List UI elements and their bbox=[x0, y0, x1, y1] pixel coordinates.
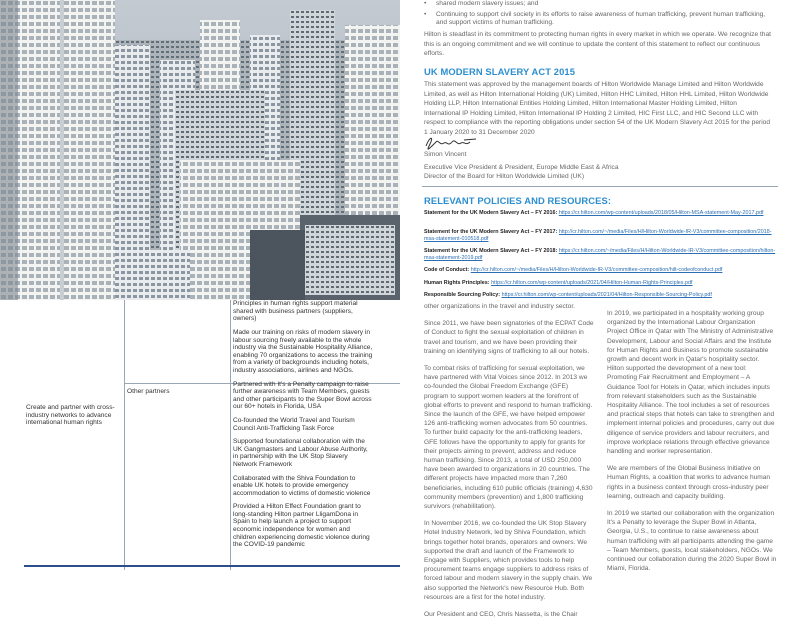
right-page: • shared modern slavery issues; and • Continuing to support civil society in its efforts to raise awareness of human trafficking, prevent human trafficking, and support victims of human trafficking. Hilton is steadfast in its commitment to protecting human rights in every market in which we operate. We recognize that this is an ongoing commitment and we will continue to update the content of this statement to reflect our continuous efforts. UK MODERN SLAVERY ACT 2015 This statement was approved by the management boards of Hilton Worldwide Manage Limited and Hilton Worldwide Limited, as well as Hilton International Holding (UK) Limited, Hilton HHC Limited, Hilton HHL Limited, Hilton Worldwide Holding LLP, Hilton International Entities Holding Limited, Hilton International Master Holding Limited, Hilton International IP Holding Limited, Hilton International IP Holding 2 Limited, HIC First LLC, and HIC Second LLC with respect to compliance with the reporting obligations under section 54 of the UK Modern Slavery Act 2015 for the period 1 January 2020 to 31 December 2020 Simon Vincent Executive Vice President & President, Europe Middle East & Africa Director of the Board for Hilton Worldwide Limited (UK) RELEVANT POLICIES AND RESOURCES: Statement for the UK Modern Slavery Act – FY 2016: https://cr.hilton.com/wp-content/uploads/2018/05/Hilton-MSA-statement-May-2017.pdf Statement for the UK Modern Slavery Act – FY 2017: http://cr.hilton.com/~/media/Files/H/Hilton-Worldwide-IR-V3/committee-composition/2018-msa-statement-010518.pdf Statement for the UK Modern Slavery Act – FY 2018: https://cr.hilton.com/~/media/Files/H/Hilton-Worldwide-IR-V3/committee-composition/hilton-msa-statement-2019.pdf Code of Conduct: http://cr.hilton.com/~/media/Files/H/Hilton-Worldwide-IR-V3/committee-composition/hilt-codeofconduct.pdf Human Rights Principles: https://cr.hilton.com/wp-content/uploads/2021/04/Hilton-Human-Rights-Principles.pdf Responsible Sourcing Policy: https://cr.hilton.com/wp-content/uploads/2021/04/Hilton-Responsible-Sourcing-Policy.pdf other organizations in the travel and industry sector. Since 2011, we have been signatories of the ECPAT Code of Conduct to fight the sexual exploitation of children in travel and tourism, and we have been providing their training on identifying signs of trafficking to all our hotels. To combat risks of trafficking for sexual exploitation, we have partnered with Vital Voices since 2012. In 2013 we co-founded the Global Freedom Exchange (GFE) program to support women leaders at the forefront of global efforts to prevent and respond to human trafficking. Since the launch of the GFE, we have helped empower 126 anti-trafficking women advocates from 50 countries. To further build capacity for the anti-trafficking leaders, GFE follows have the opportunity to apply for grants for their projects aiming to prevent, address and reduce human trafficking. Since 2013, a total of USD 250,000 have been awarded to organizations in 20 countries. The different projects have impacted more than 7,260 beneficiaries, including 610 public officials (training) 4,630 community members (prevention) and 1,800 trafficking survivors (rehabilitation). In November 2016, we co-founded the UK Stop Slavery Hotel Industry Network, led by Shiva Foundation, which brings together hotel brands, operators and owners. We supported the draft and launch of the Framework to Engage with Suppliers, which provides tools to help procurement teams engage suppliers to address risks of forced labour and modern slavery in the supply chain. We also supported the Network's new Resource Hub. Both resources are a first for the hotel industry. Our President and CEO, Chris Nassetta, is the Chair In 2019, we participated in a hospitality working group organized by the International Labour Organization Project Office in Qatar with The Ministry of Administrative Development, Labour and Social Affairs and the Institute for Human Rights and Business to promote sustainable growth and decent work in Qatar's hospitality sector. Hilton supported the development of a new tool: Promoting Fair Recruitment and Employment – A Guidance Tool for Hotels in Qatar, which includes inputs from relevant stakeholders such as the Sustainable Hospitality Alliance. The tool includes a set of resources and practical steps that hotels can take to strengthen and implement internal policies and procedures, carry out due diligence of service providers and labour recruiters, and improve workplace relations through effective grievance handling and worker representation. We are members of the Global Business Initiative on Human Rights, a coalition that works to advance human rights in a business context through cross-industry peer learning, outreach and capacity building. In 2019 we started our collaboration with the organization It's a Penalty to leverage the Super Bowl in Atlanta, Georgia, U.S., to continue to raise awareness about human trafficking with all participants attending the game – Team Members, guests, local stakeholders, NGOs. We continued our collaboration during the 2020 Super Bowl in Miami, Florida. bbox=[422, 0, 778, 600]
table-cell-top: Principles in human rights support material shared with business partners (suppliers, owners) bbox=[233, 300, 358, 323]
resource-link[interactable]: Code of Conduct: http://cr.hilton.com/~/media/Files/H/Hilton-Worldwide-IR-V3/committee-composition/hilt-codeofconduct.pdf bbox=[424, 267, 723, 273]
table-divider bbox=[124, 300, 125, 570]
table-cell-objective: Create and partner with cross-industry networks to advance international human rights bbox=[26, 404, 115, 427]
table-cell-item: Collaborated with the Shiva Foundation to enable UK hotels to provide emergency accommodation to victims of domestic violence bbox=[233, 474, 371, 497]
column-paragraph: Since 2011, we have been signatories of the ECPAT Code of Conduct to fight the sexual exploitation of children in travel and tourism, and we have been providing their training on identifying signs of trafficking to all our hotels. bbox=[424, 320, 594, 355]
table-cell-item: Co-founded the World Travel and Tourism Council Anti-Trafficking Task Force bbox=[233, 416, 355, 432]
signer-name: Simon Vincent bbox=[424, 151, 467, 158]
city-skyline-photo bbox=[0, 0, 400, 300]
resources-heading: RELEVANT POLICIES AND RESOURCES: bbox=[424, 195, 612, 206]
signer-title: Director of the Board for Hilton Worldwide Limited (UK) bbox=[424, 173, 585, 180]
column-paragraph: To combat risks of trafficking for sexual exploitation, we have partnered with Vital Voices since 2012. In 2013 we co-founded the Global Freedom Exchange (GFE) program to support women leaders at the forefront of global efforts to prevent and respond to human trafficking. Since the launch of the GFE, we have helped empower 126 anti-trafficking women advocates from 50 countries. To further build capacity for the anti-trafficking leaders, GFE follows have the opportunity to apply for grants for their projects aiming to prevent, address and reduce human trafficking. Since 2013, a total of USD 250,000 have been awarded to organizations in 20 countries. The different projects have impacted more than 7,260 beneficiaries, including 610 public officials (training) 4,630 community members (prevention) and 1,800 trafficking survivors (rehabilitation). bbox=[424, 365, 593, 511]
table-cell-item: Made our training on risks of modern slavery in labour sourcing freely available to the whole industry via the Sustainable Hospitality Alliance, enabling 70 organizations to access the training from a variety of backgrounds including hotels, industry associations, airlines and NGOs. bbox=[233, 329, 373, 374]
text-column-left bbox=[424, 302, 594, 627]
column-paragraph: other organizations in the travel and industry sector. bbox=[424, 303, 576, 310]
act-paragraph: This statement was approved by the management boards of Hilton Worldwide Manage Limited and Hilton Worldwide Limited, as well as Hilton International Holding (UK) Limited, Hilton HHC Limited, Hilton HHL Limited, Hilton Worldwide Holding LLP, Hilton International Entities Holding Limited, Hilton International Master Holding Limited, Hilton International IP Holding Limited, Hilton International IP Holding 2 Limited, HIC First LLC, and HIC Second LLC with respect to compliance with the reporting obligations under section 54 of the UK Modern Slavery Act 2015 for the period 1 January 2020 to 31 December 2020 bbox=[424, 81, 771, 136]
table-bottom-rule bbox=[24, 565, 400, 567]
column-paragraph: Our President and CEO, Chris Nassetta, is the Chair bbox=[424, 611, 578, 619]
column-paragraph: We are members of the Global Business Initiative on Human Rights, a coalition that works to advance human rights in a business context through cross-industry peer learning, outreach and capacity building. bbox=[607, 465, 771, 500]
resource-link[interactable]: Responsible Sourcing Policy: https://cr.hilton.com/wp-content/uploads/2021/04/Hilton-Responsible-Sourcing-Policy.pdf bbox=[424, 292, 712, 298]
resource-link[interactable]: Statement for the UK Modern Slavery Act – FY 2018: https://cr.hilton.com/~/media/Files/H/Hilton-Worldwide-IR-V3/committee-composition/hilton-msa-statement-2019.pdf bbox=[424, 248, 776, 262]
table-cell-item: Partnered with It's a Penalty campaign to raise further awareness with Team Members, guests and other participants to the Super Bowl across our 60+ hotels in Florida, USA bbox=[233, 380, 372, 411]
resource-link[interactable]: Statement for the UK Modern Slavery Act – FY 2017: http://cr.hilton.com/~/media/Files/H/Hilton-Worldwide-IR-V3/committee-composition/2018-msa-statement-010518.pdf bbox=[424, 229, 772, 243]
table-cell-item: Supported foundational collaboration with the UK Gangmasters and Labour Abuse Authority, in partnership with the UK Stop Slavery Network Framework bbox=[233, 438, 368, 468]
section-divider bbox=[422, 186, 778, 187]
resource-link[interactable]: Statement for the UK Modern Slavery Act – FY 2016: https://cr.hilton.com/wp-content/uploads/2018/05/Hilton-MSA-statement-May-2017.pdf bbox=[424, 210, 764, 216]
table-divider bbox=[230, 300, 231, 570]
table-cell-partners bbox=[233, 329, 373, 555]
resource-link[interactable]: Human Rights Principles: https://cr.hilton.com/wp-content/uploads/2021/04/Hilton-Human-Rights-Principles.pdf bbox=[424, 280, 693, 286]
signer-title: Executive Vice President & President, Europe Middle East & Africa bbox=[424, 164, 619, 171]
partners-table bbox=[0, 300, 400, 600]
skyline-illustration bbox=[0, 0, 400, 300]
act-heading: UK MODERN SLAVERY ACT 2015 bbox=[424, 66, 576, 77]
column-paragraph: In 2019, we participated in a hospitality working group organized by the International Labour Organization Project Office in Qatar with The Ministry of Administrative Development, Labour and Social Affairs and the Institute for Human Rights and Business to promote sustainable growth and decent work in Qatar's hospitality sector. Hilton supported the development of a new tool: Promoting Fair Recruitment and Employment – A Guidance Tool for Hotels in Qatar, which includes inputs from relevant stakeholders such as the Sustainable Hospitality Alliance. The tool includes a set of resources and practical steps that hotels can take to strengthen and implement internal policies and procedures, carry out due diligence of service providers and labour recruiters, and improve workplace relations through effective grievance handling and worker representation. bbox=[607, 310, 775, 456]
commitment-paragraph: Hilton is steadfast in its commitment to protecting human rights in every market in which we operate. We recognize that this is an ongoing commitment and we will continue to update the content of this statement to reflect our continuous efforts. bbox=[424, 31, 771, 58]
text-column-right bbox=[607, 309, 777, 581]
table-row-label: Other partners bbox=[127, 388, 170, 395]
column-paragraph: In November 2016, we co-founded the UK Stop Slavery Hotel Industry Network, led by Shiva Foundation, which brings together hotel brands, operators and owners. We supported the draft and launch of the Framework to Engage with Suppliers, which provides tools to help procurement teams engage suppliers to address risks of forced labour and modern slavery in the supply chain. We also supported the Network's new Resource Hub. Both resources are a first for the hotel industry. bbox=[424, 520, 593, 601]
column-paragraph: In 2019 we started our collaboration with the organization It's a Penalty to leverage the Super Bowl in Atlanta, Georgia, U.S., to continue to raise awareness about human trafficking with all participants attending the game – Team Members, guests, local stakeholders, NGOs. We continued our collaboration during the 2020 Super Bowl in Miami, Florida. bbox=[607, 510, 777, 573]
table-cell-item: Provided a Hilton Effect Foundation grant to long-standing Hilton partner LligamDona in Spain to help launch a project to support economic independence for women and children experiencing domestic violence during the COVID-19 pandemic bbox=[233, 503, 370, 549]
